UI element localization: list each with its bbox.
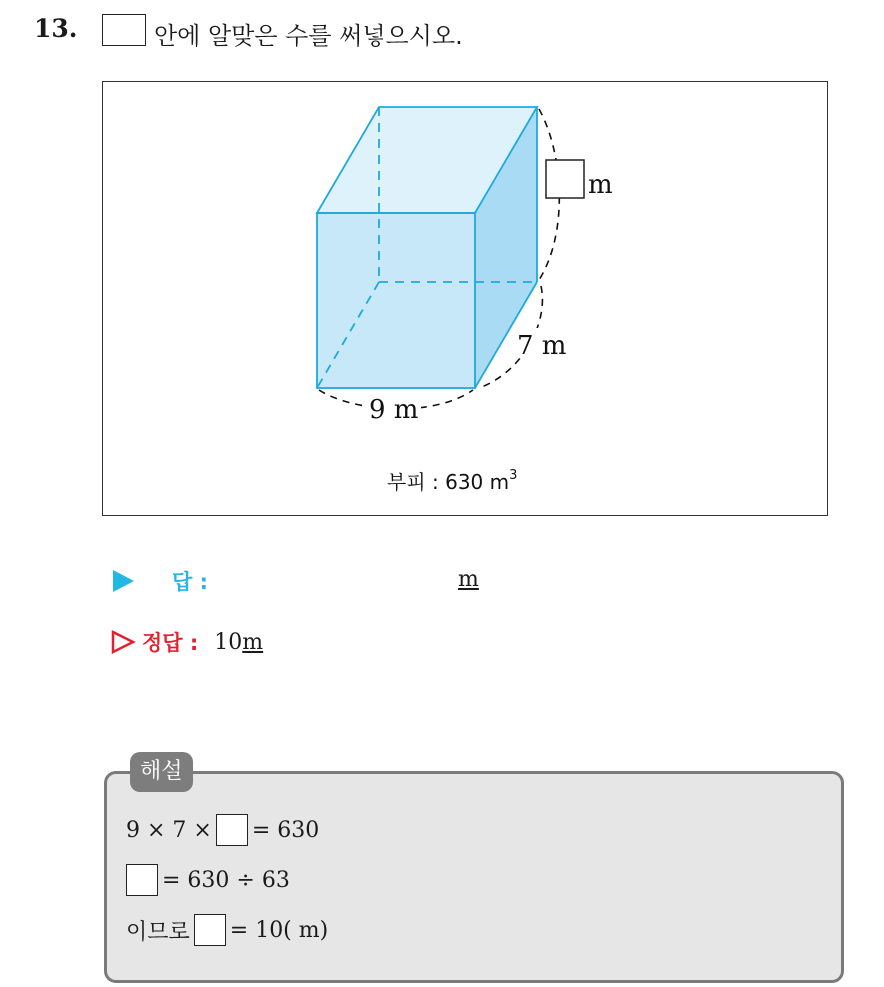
explanation-blank-box [126,864,158,896]
question-number: 13. [34,14,78,43]
explanation-line-1-prefix: 9 × 7 × [126,817,212,843]
explanation-line-1 [126,814,319,846]
correct-answer-label: 정답 : [142,631,199,655]
explanation-line-2 [126,864,290,896]
width-label: 9 m [369,395,419,425]
user-answer-unit: m [458,567,479,592]
answer-blank-box [102,14,146,46]
explanation-line-3 [126,914,328,946]
correct-answer-row [110,627,263,657]
correct-answer-value: 10 [214,629,243,655]
explanation-line-1-suffix: = 630 [251,817,320,843]
correct-answer-unit: m [242,629,264,655]
user-answer-row [110,566,208,596]
depth-label: 7 m [517,331,567,361]
figure-frame [102,81,828,516]
cuboid-front-face [317,213,475,388]
explanation-tab: 해설 [130,752,193,792]
explanation-blank-box [216,814,248,846]
explanation-blank-box [194,914,226,946]
user-answer-label: 답 : [172,570,208,594]
outline-arrow-icon [110,629,136,655]
explanation-line-3-prefix: 이므로 [126,919,190,945]
volume-caption: 부피 : 630 $m^3$ [387,468,518,494]
height-blank-box [546,160,584,198]
explanation-line-3-suffix: = 10( m) [229,917,329,943]
question-instruction: 안에 알맞은 수를 써넣으시오. [154,22,463,50]
cuboid-diagram [103,82,829,517]
height-unit-label: m [588,170,613,200]
explanation-line-2-suffix: = 630 ÷ 63 [162,867,290,893]
play-arrow-icon [110,568,136,594]
